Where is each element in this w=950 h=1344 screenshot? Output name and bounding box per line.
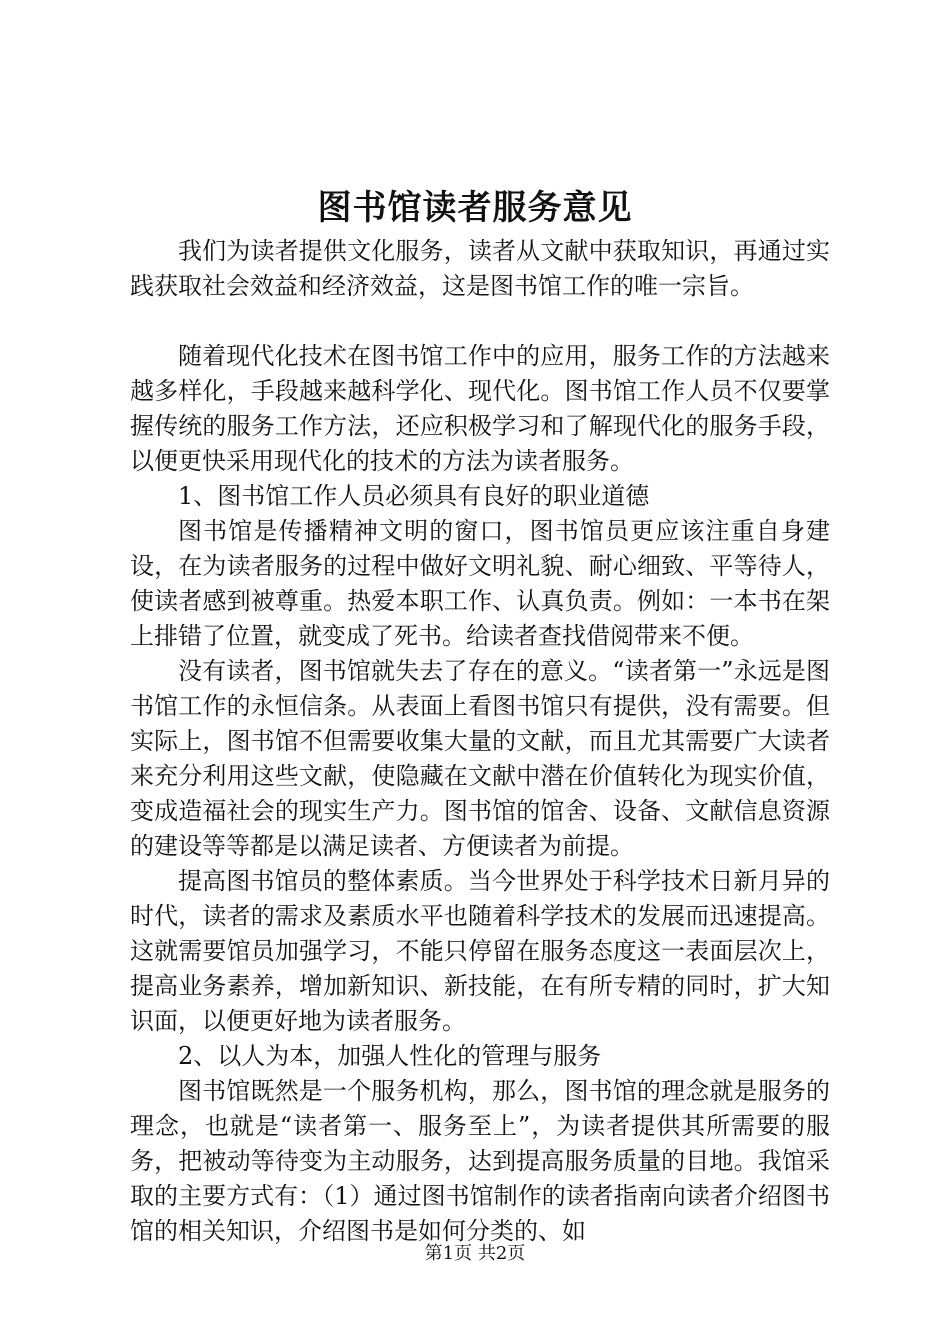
paragraph-readers-first: 没有读者，图书馆就失去了存在的意义。“读者第一”永远是图书馆工作的永恒信条。从表面上看图书馆只有提供，没有需要。但实际上，图书馆不但需要收集大量的文献，而且尤其需要广大读者来充分利用这些文献，使隐藏在文献中潜在价值转化为现实价值，变成造福社会的现实生产力。图书馆的馆舍、设备、文献信息资源的建设等等都是以满足读者、方便读者为前提。 (130, 657, 830, 860)
paragraph-service-concept: 图书馆既然是一个服务机构，那么，图书馆的理念就是服务的理念，也就是“读者第一、服务至上”，为读者提供其所需要的服务，把被动等待变为主动服务，达到提高服务质量的目地。我馆采取的主要方式有：（1）通过图书馆制作的读者指南向读者介绍图书馆的相关知识，介绍图书是如何分类的、如 (130, 1077, 830, 1245)
document-title: 图书馆读者服务意见 (317, 188, 633, 228)
paragraph-staff-quality: 提高图书馆员的整体素质。当今世界处于科学技术日新月异的时代，读者的需求及素质水平也随着科学技术的发展而迅速提高。这就需要馆员加强学习，不能只停留在服务态度这一表面层次上，提高业务素养，增加新知识、新技能，在有所专精的同时，扩大知识面，以便更好地为读者服务。 (130, 867, 830, 1035)
paragraph-modernization: 随着现代化技术在图书馆工作中的应用，服务工作的方法越来越多样化，手段越来越科学化、现代化。图书馆工作人员不仅要掌握传统的服务工作方法，还应积极学习和了解现代化的服务手段，以便更快采用现代化的技术的方法为读者服务。 (130, 342, 830, 475)
document-body (130, 234, 830, 1249)
paragraph-ethics: 图书馆是传播精神文明的窗口，图书馆员更应该注重自身建设，在为读者服务的过程中做好文明礼貌、耐心细致、平等待人，使读者感到被尊重。热爱本职工作、认真负责。例如：一本书在架上排错了位置，就变成了死书。给读者查找借阅带来不便。 (130, 517, 830, 650)
paragraph-intro: 我们为读者提供文化服务，读者从文献中获取知识，再通过实践获取社会效益和经济效益，这是图书馆工作的唯一宗旨。 (130, 237, 830, 300)
section-heading-people-oriented: 2、以人为本，加强人性化的管理与服务 (178, 1042, 602, 1070)
section-heading-ethics: 1、图书馆工作人员必须具有良好的职业道德 (178, 482, 650, 510)
page-footer: 第1页 共2页 (424, 1243, 526, 1264)
